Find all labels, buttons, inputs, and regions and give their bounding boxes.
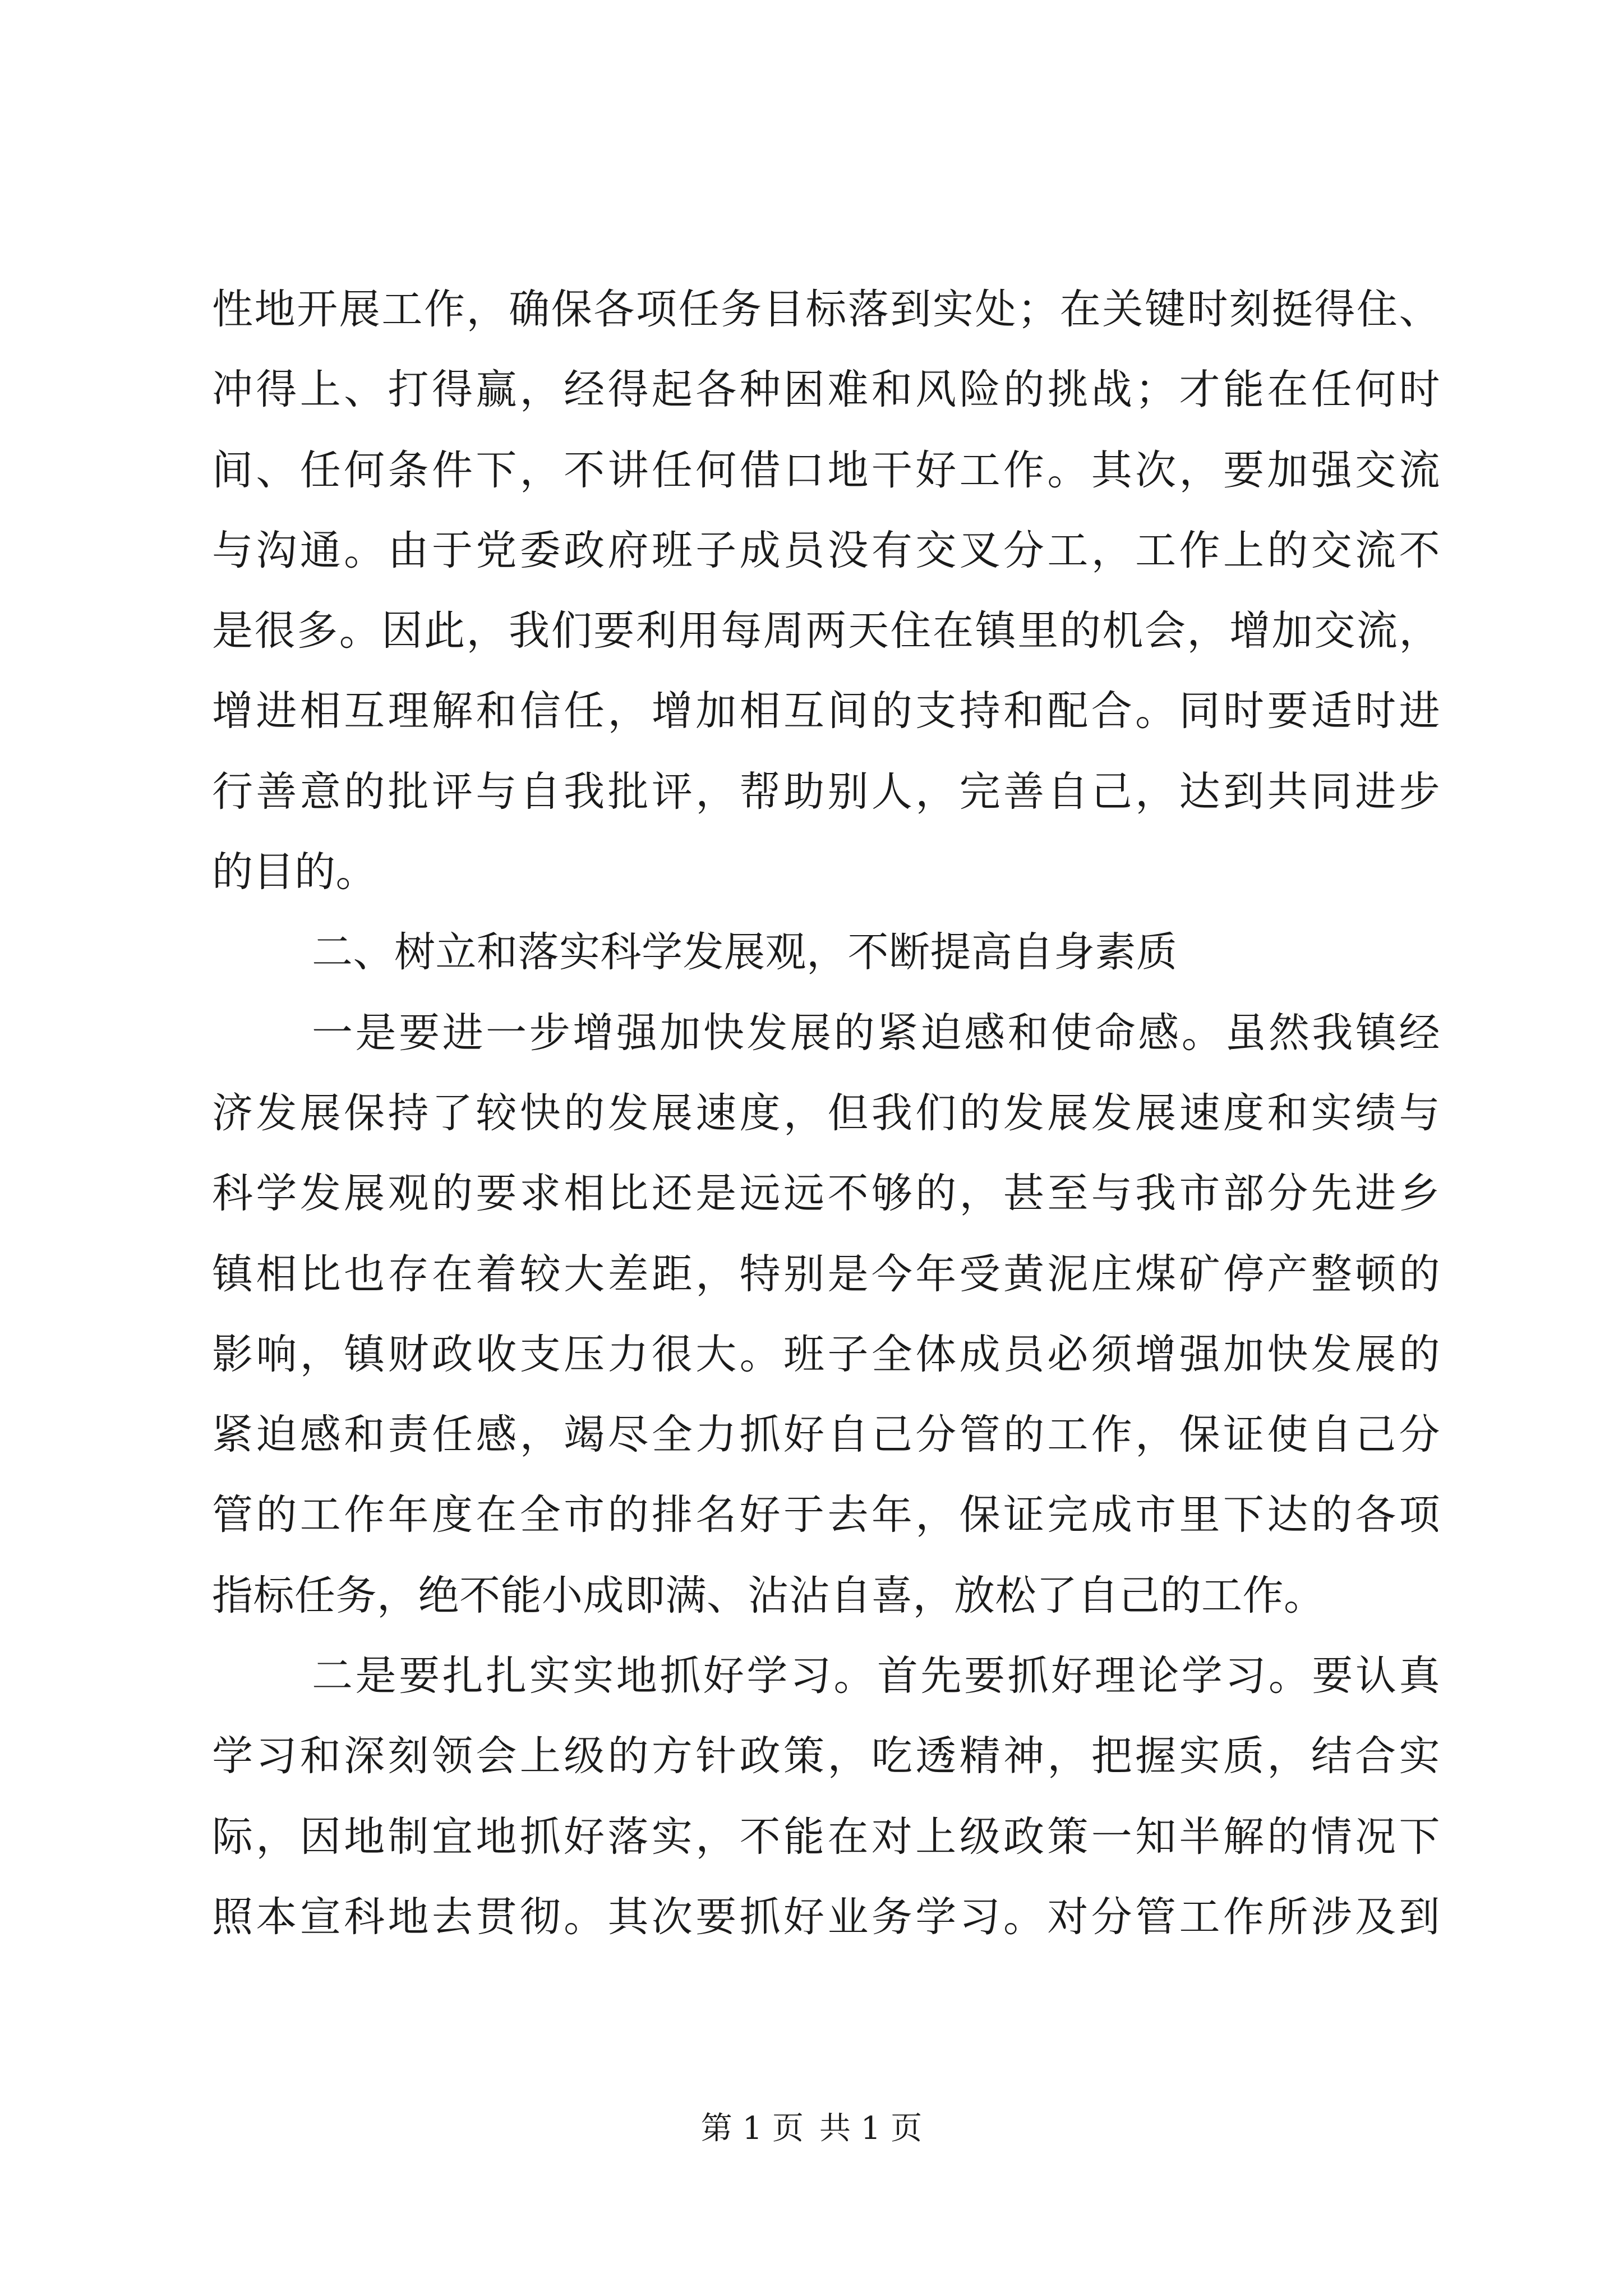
body-line: 际，因地制宜地抓好落实，不能在对上级政策一知半解的情况下	[212, 1812, 1440, 1861]
document-body	[212, 269, 1440, 1957]
page-total: 共 1 页	[819, 2110, 923, 2147]
body-line: 的目的。	[212, 848, 377, 896]
page-footer	[0, 2109, 1623, 2148]
section-heading: 二、树立和落实科学发展观，不断提高自身素质	[312, 928, 1178, 977]
page-number: 第 1 页	[700, 2110, 804, 2147]
body-line: 行善意的批评与自我批评，帮助别人，完善自己，达到共同进步	[212, 767, 1440, 816]
body-line: 二是要扎扎实实地抓好学习。首先要抓好理论学习。要认真	[312, 1652, 1440, 1700]
body-line: 学习和深刻领会上级的方针政策，吃透精神，把握实质，结合实	[212, 1732, 1440, 1780]
body-line: 济发展保持了较快的发展速度，但我们的发展发展速度和实绩与	[212, 1089, 1440, 1137]
body-line: 指标任务，绝不能小成即满、沾沾自喜，放松了自己的工作。	[212, 1571, 1325, 1619]
body-line: 性地开展工作，确保各项任务目标落到实处；在关键时刻挺得住、	[212, 286, 1440, 333]
body-line: 影响，镇财政收支压力很大。班子全体成员必须增强加快发展的	[212, 1330, 1440, 1378]
body-line: 科学发展观的要求相比还是远远不够的，甚至与我市部分先进乡	[212, 1170, 1440, 1218]
body-line: 照本宣科地去贯彻。其次要抓好业务学习。对分管工作所涉及到	[212, 1893, 1440, 1941]
body-line: 增进相互理解和信任，增加相互间的支持和配合。同时要适时进	[212, 687, 1440, 735]
body-line: 镇相比也存在着较大差距，特别是今年受黄泥庄煤矿停产整顿的	[212, 1250, 1440, 1298]
body-line: 管的工作年度在全市的排名好于去年，保证完成市里下达的各项	[212, 1491, 1440, 1539]
body-line: 与沟通。由于党委政府班子成员没有交叉分工，工作上的交流不	[212, 526, 1440, 574]
body-line: 紧迫感和责任感，竭尽全力抓好自己分管的工作，保证使自己分	[212, 1411, 1440, 1459]
body-line: 冲得上、打得赢，经得起各种困难和风险的挑战；才能在任何时	[212, 366, 1440, 414]
body-line: 间、任何条件下，不讲任何借口地干好工作。其次，要加强交流	[212, 446, 1440, 494]
body-line: 一是要进一步增强加快发展的紧迫感和使命感。虽然我镇经	[312, 1009, 1440, 1057]
body-line: 是很多。因此，我们要利用每周两天住在镇里的机会，增加交流，	[212, 607, 1440, 655]
